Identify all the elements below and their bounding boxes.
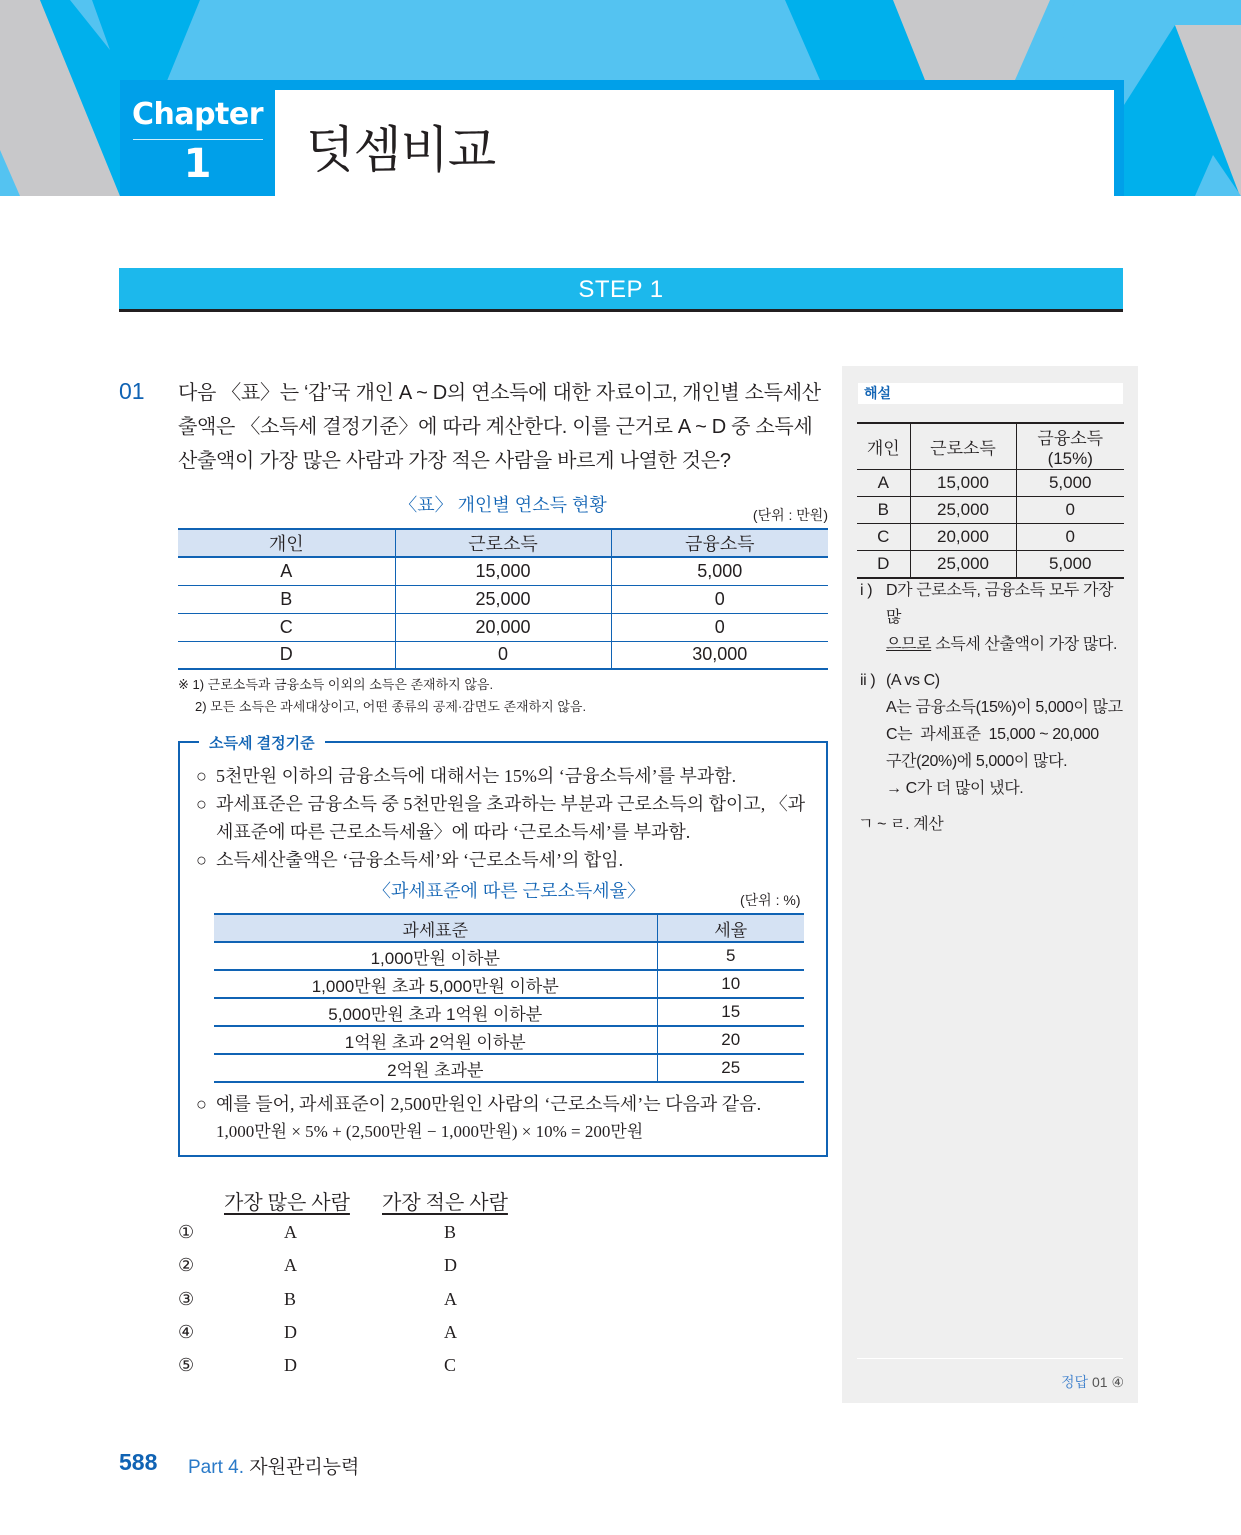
option-most: A (284, 1222, 297, 1242)
table-cell: 0 (1016, 524, 1124, 551)
table-row (857, 470, 1124, 497)
part-name: 자원관리능력 (249, 1457, 360, 1478)
table-row (178, 557, 828, 585)
table-cell: 2억원 초과분 (214, 1054, 657, 1082)
example-text (196, 1090, 816, 1118)
option-5[interactable] (178, 1355, 578, 1388)
table-cell: 10 (657, 970, 804, 998)
chapter-badge (120, 80, 275, 196)
solution-explanation (860, 577, 1130, 838)
solution-heading: 해설 (858, 383, 1123, 404)
table-cell: B (857, 497, 910, 524)
table-header: 금융소득 (611, 529, 828, 557)
step-line: D가 근로소득, 금융소득 모두 가장 많 (886, 582, 1114, 626)
option-least: C (444, 1355, 457, 1375)
option-least: B (444, 1222, 457, 1242)
option-number: ② (178, 1255, 195, 1275)
circle-bullet-icon: ○ (196, 766, 207, 786)
table-header: 근로소득 (910, 423, 1016, 470)
table-header: 금융소득(15%) (1016, 423, 1124, 470)
table-row (214, 998, 804, 1026)
example-formula: 1,000만원 × 5% + (2,500만원 − 1,000만원) × 10% = 200만원 (216, 1122, 644, 1141)
table-row (214, 970, 804, 998)
example-block (196, 1090, 816, 1146)
option-least: D (444, 1255, 457, 1275)
income-table (178, 528, 828, 670)
circle-bullet-icon: ○ (196, 1094, 207, 1114)
table-cell: 5,000만원 초과 1억원 이하분 (214, 998, 657, 1026)
solution-step (860, 667, 1130, 802)
step-label: i ) (860, 582, 873, 599)
table-cell: D (178, 641, 395, 669)
income-table-unit: (단위 : 만원) (752, 507, 828, 523)
table-cell: 30,000 (611, 641, 828, 669)
table-cell: 5,000 (1016, 551, 1124, 578)
table-row (214, 1026, 804, 1054)
table-cell: 25,000 (910, 551, 1016, 578)
option-most: D (284, 1322, 297, 1342)
page-number: 588 (119, 1449, 158, 1475)
step-line: C는 과세표준 15,000 ~ 20,000 (886, 726, 1099, 743)
option-3[interactable] (178, 1289, 578, 1322)
criteria-list (196, 762, 816, 874)
table-cell: 20,000 (910, 524, 1016, 551)
step-bar: STEP 1 (119, 268, 1123, 312)
table-cell: D (857, 551, 910, 578)
table-cell: 5 (657, 942, 804, 970)
table-header: 근로소득 (395, 529, 611, 557)
chapter-title: 덧셈비교 (306, 122, 496, 178)
table-cell: 20 (657, 1026, 804, 1054)
option-2[interactable] (178, 1255, 578, 1288)
answer-value: 01 ④ (1091, 1374, 1124, 1390)
table-cell: 1,000만원 이하분 (214, 942, 657, 970)
criteria-item (196, 846, 816, 874)
option-number: ① (178, 1222, 195, 1242)
table-cell: 5,000 (1016, 470, 1124, 497)
answer-label: 정답 (1061, 1374, 1089, 1390)
example-sentence: 예를 들어, 과세표준이 2,500만원인 사람의 ‘근로소득세’는 다음과 같음. (216, 1094, 762, 1114)
option-number: ⑤ (178, 1355, 195, 1375)
step-label: ii ) (860, 672, 876, 689)
table-row (857, 524, 1124, 551)
question-text: 다음 〈표〉는 ‘갑’국 개인 A ~ D의 연소득에 대한 자료이고, 개인별 소득세산출액은 〈소득세 결정기준〉에 따라 계산한다. 이를 근거로 A ~ D 중 소득세산출액이 가장 많은 사람과 가장 적은 사람을 바르게 나열한 것은? (178, 382, 821, 472)
table-cell: 0 (611, 585, 828, 613)
table-cell: 25,000 (910, 497, 1016, 524)
chapter-number: 1 (183, 141, 212, 187)
table-note: 2) 모든 소득은 과세대상이고, 어떤 종류의 공제·감면도 존재하지 않음. (195, 699, 587, 714)
options-header-least: 가장 적은 사람 (382, 1192, 508, 1214)
solution-table (857, 422, 1124, 579)
table-cell: 0 (611, 613, 828, 641)
table-cell: 25 (657, 1054, 804, 1082)
table-cell: 1,000만원 초과 5,000만원 이하분 (214, 970, 657, 998)
criteria-item (196, 762, 816, 790)
option-most: D (284, 1355, 297, 1375)
table-cell: 1억원 초과 2억원 이하분 (214, 1026, 657, 1054)
table-notes (178, 674, 586, 718)
option-most: B (284, 1289, 297, 1309)
step-line: 으므로 소득세 산출액이 가장 많다. (886, 636, 1118, 653)
rate-table-title: 〈과세표준에 따른 근로소득세율〉 (372, 881, 646, 901)
circle-bullet-icon: ○ (196, 794, 207, 814)
circle-bullet-icon: ○ (196, 850, 207, 870)
part-label (188, 1452, 359, 1479)
table-row (857, 497, 1124, 524)
criteria-item (196, 790, 816, 846)
solution-step (860, 577, 1130, 658)
table-cell: 15,000 (910, 470, 1016, 497)
step-line: (A vs C) (886, 672, 940, 689)
table-note: ※ 1) 근로소득과 금융소득 이외의 소득은 존재하지 않음. (178, 677, 494, 692)
table-cell: 25,000 (395, 585, 611, 613)
table-cell: C (857, 524, 910, 551)
table-row (178, 613, 828, 641)
income-table-title: 〈표〉 개인별 연소득 현황 (399, 495, 607, 515)
table-cell: C (178, 613, 395, 641)
option-4[interactable] (178, 1322, 578, 1355)
step-line: 구간(20%)에 5,000이 많다. (886, 753, 1068, 770)
step-line: A는 금융소득(15%)이 5,000이 많고 (886, 699, 1123, 716)
solution-divider (857, 1358, 1123, 1359)
option-most: A (284, 1255, 297, 1275)
table-row (857, 551, 1124, 578)
table-header: 개인 (178, 529, 395, 557)
table-cell: 5,000 (611, 557, 828, 585)
table-cell: B (178, 585, 395, 613)
table-row (214, 1054, 804, 1082)
table-cell: 0 (1016, 497, 1124, 524)
option-least: A (444, 1322, 457, 1342)
chapter-banner (0, 0, 1241, 196)
criteria-text: 과세표준은 금융소득 중 5천만원을 초과하는 부분과 근로소득의 합이고, 〈과세표준에 따른 근로소득세율〉에 따라 ‘근로소득세’를 부과함. (216, 794, 806, 842)
option-number: ④ (178, 1322, 195, 1342)
chapter-label: Chapter (131, 97, 264, 132)
table-cell: 15,000 (395, 557, 611, 585)
table-row (178, 585, 828, 613)
solution-footnote: ㄱ ~ ㄹ. 계산 (858, 816, 944, 833)
table-header: 개인 (857, 423, 910, 470)
part-number: Part 4. (188, 1457, 244, 1478)
criteria-text: 5천만원 이하의 금융소득에 대해서는 15%의 ‘금융소득세’를 부과함. (216, 766, 737, 786)
question-number: 01 (119, 378, 145, 404)
table-cell: 15 (657, 998, 804, 1026)
table-cell: 0 (395, 641, 611, 669)
criteria-title: 소득세 결정기준 (199, 732, 325, 753)
option-1[interactable] (178, 1222, 578, 1255)
criteria-text: 소득세산출액은 ‘금융소득세’와 ‘근로소득세’의 합임. (216, 850, 624, 870)
table-header: 세율 (657, 914, 804, 942)
chapter-divider (133, 139, 263, 140)
options-header-most: 가장 많은 사람 (224, 1192, 350, 1214)
answer-line (1061, 1372, 1124, 1392)
table-cell: 20,000 (395, 613, 611, 641)
step-line: → C가 더 많이 냈다. (886, 780, 1024, 797)
table-row (214, 942, 804, 970)
option-least: A (444, 1289, 457, 1309)
rate-table-unit: (단위 : %) (740, 892, 801, 908)
table-cell: A (178, 557, 395, 585)
table-row (178, 641, 828, 669)
underlined-text: 으므로 (886, 636, 932, 653)
option-number: ③ (178, 1289, 195, 1309)
table-header: 과세표준 (214, 914, 657, 942)
table-cell: A (857, 470, 910, 497)
rate-table (214, 913, 804, 1083)
